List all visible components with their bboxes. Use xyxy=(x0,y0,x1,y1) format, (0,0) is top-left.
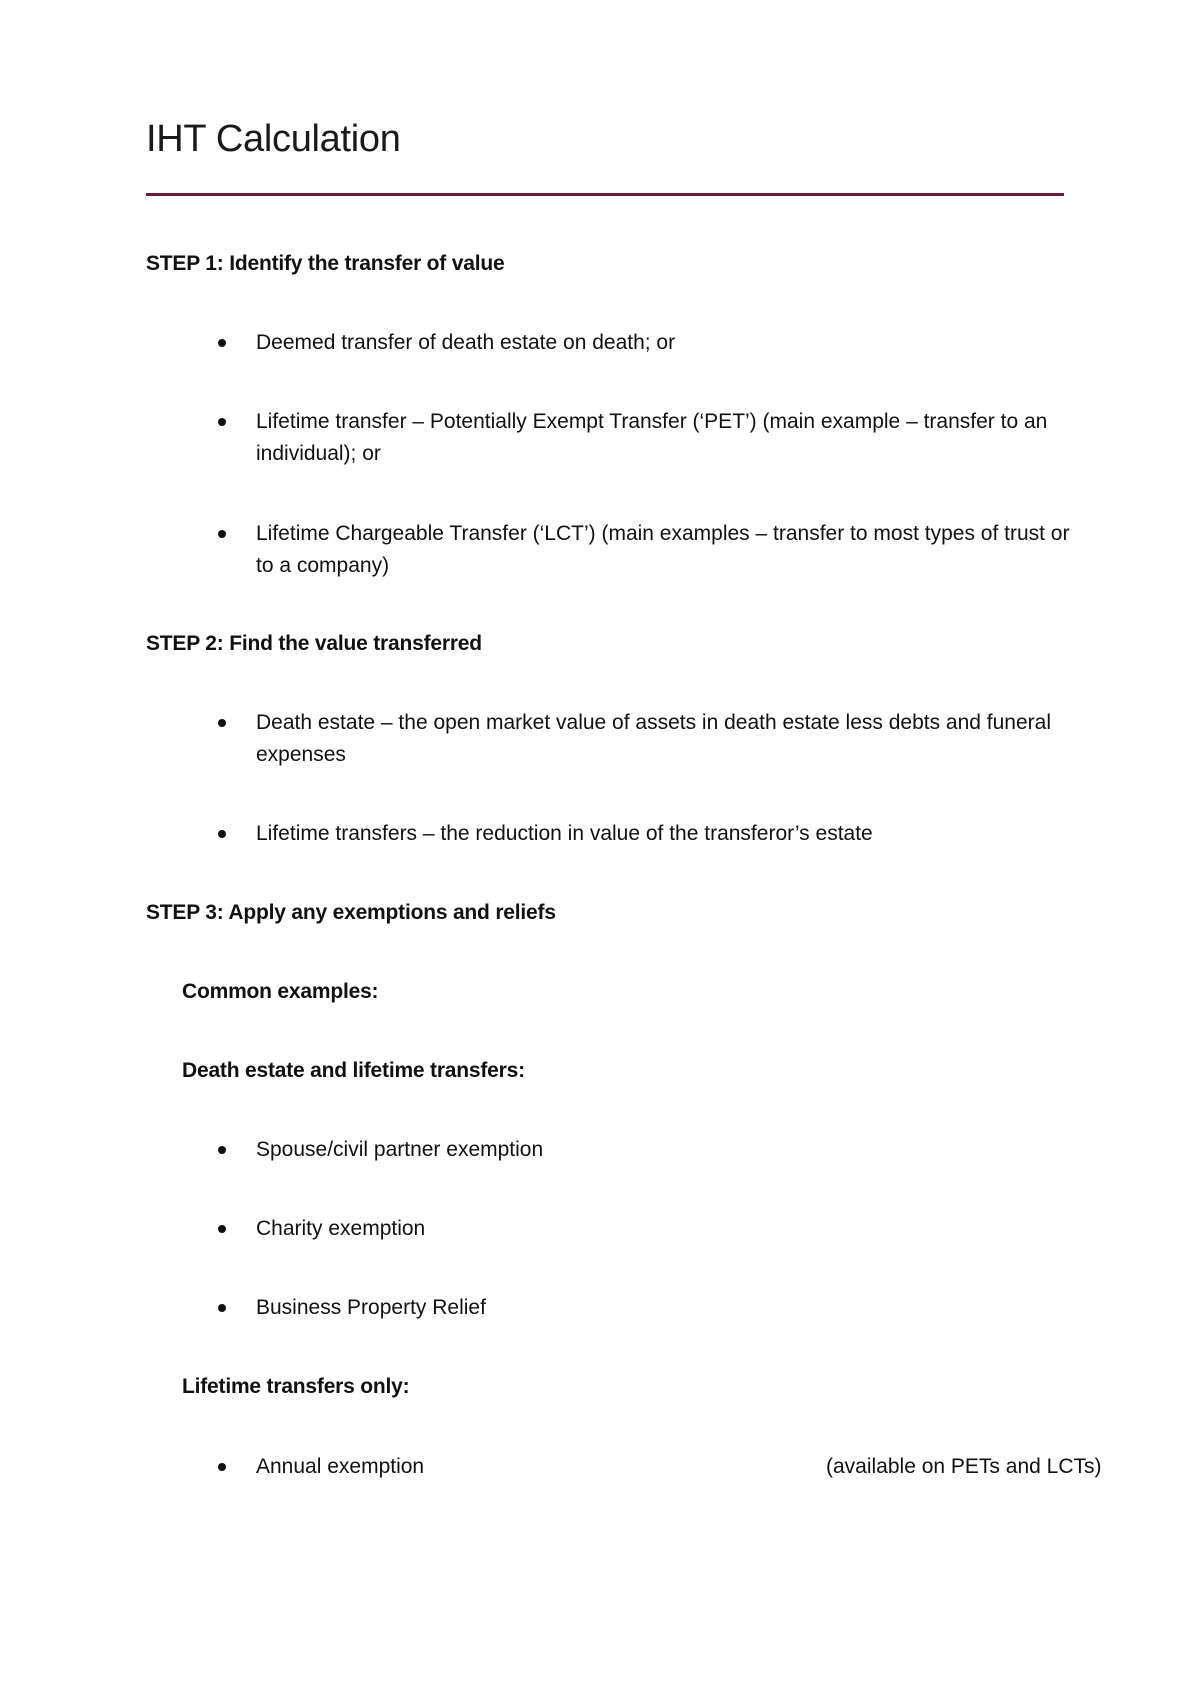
list-item-text: Spouse/civil partner exemption xyxy=(256,1138,544,1161)
common-examples-label: Common examples: xyxy=(182,980,379,1003)
bullet-icon xyxy=(218,1463,226,1471)
death-and-lifetime-label: Death estate and lifetime transfers: xyxy=(182,1059,525,1082)
list-item xyxy=(218,518,1078,582)
bullet-icon xyxy=(218,830,226,838)
bullet-icon xyxy=(218,530,226,538)
list-item xyxy=(218,327,1078,359)
page-title: IHT Calculation xyxy=(146,118,401,160)
list-item-text: Charity exemption xyxy=(256,1217,426,1240)
list-item-text: Lifetime Chargeable Transfer (‘LCT’) (main examples – transfer to most types of trust or to a company) xyxy=(256,522,1070,577)
step3-heading: STEP 3: Apply any exemptions and reliefs xyxy=(146,901,556,924)
step1-heading: STEP 1: Identify the transfer of value xyxy=(146,252,505,275)
title-divider xyxy=(146,193,1064,196)
list-item-text: Business Property Relief xyxy=(256,1296,486,1319)
list-item xyxy=(218,707,1078,771)
list-item-text: Annual exemption xyxy=(256,1455,425,1478)
list-item-note: (available on PETs and LCTs) xyxy=(826,1455,1102,1478)
list-item-text: Lifetime transfer – Potentially Exempt Transfer (‘PET’) (main example – transfer to an individual); or xyxy=(256,410,1048,465)
list-item xyxy=(218,1213,1078,1245)
list-item xyxy=(218,1292,1078,1324)
bullet-icon xyxy=(218,339,226,347)
list-item xyxy=(218,406,1078,470)
bullet-icon xyxy=(218,1304,226,1312)
bullet-icon xyxy=(218,1146,226,1154)
list-item xyxy=(218,818,1078,850)
list-item-text: Deemed transfer of death estate on death; or xyxy=(256,331,676,354)
bullet-icon xyxy=(218,719,226,727)
list-item xyxy=(218,1451,1102,1483)
step2-heading: STEP 2: Find the value transferred xyxy=(146,632,482,655)
bullet-icon xyxy=(218,1225,226,1233)
list-item-text: Lifetime transfers – the reduction in value of the transferor’s estate xyxy=(256,822,873,845)
list-item-text: Death estate – the open market value of assets in death estate less debts and funeral expenses xyxy=(256,711,1052,766)
bullet-icon xyxy=(218,418,226,426)
lifetime-only-label: Lifetime transfers only: xyxy=(182,1375,410,1398)
list-item xyxy=(218,1134,1078,1166)
